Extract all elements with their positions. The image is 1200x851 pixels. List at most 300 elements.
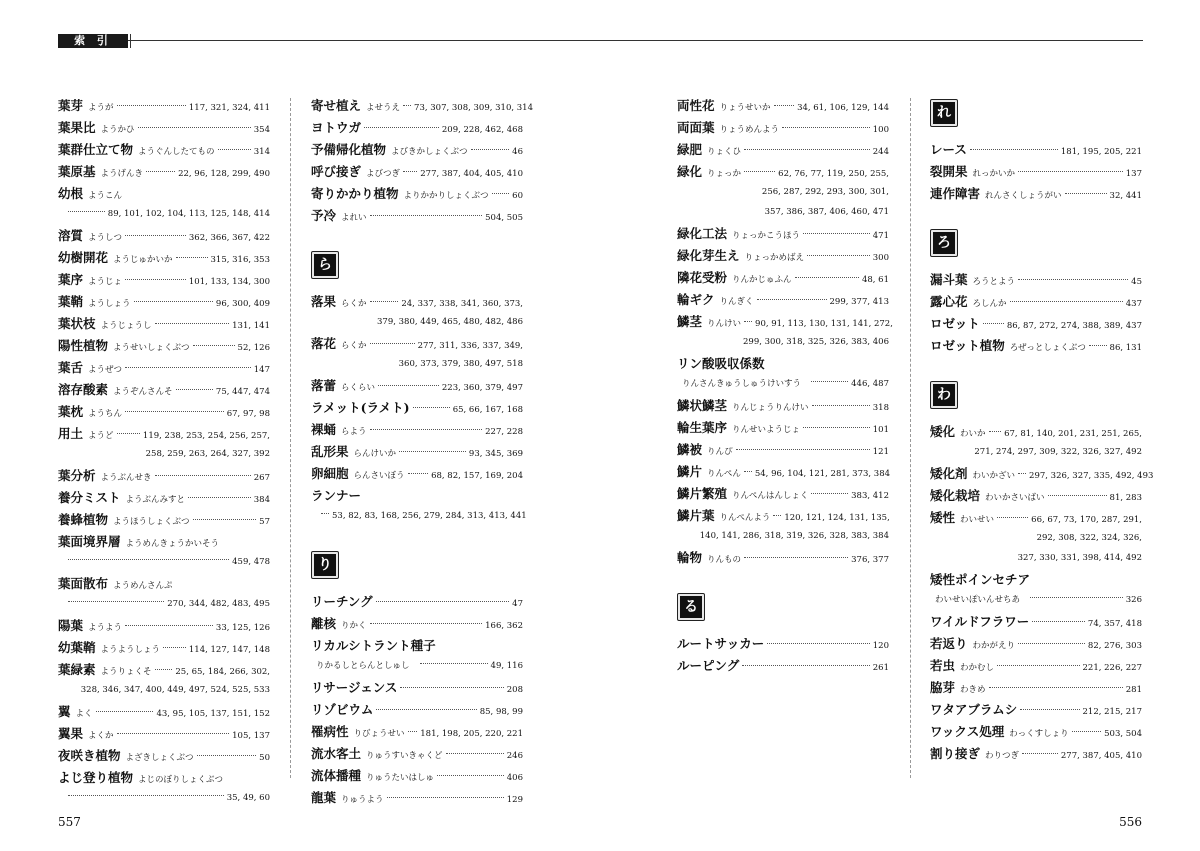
index-pages-continued: 379, 380, 449, 465, 480, 482, 486 <box>377 317 523 327</box>
index-pages: 147 <box>253 365 270 375</box>
dot-leader <box>997 517 1028 518</box>
index-term: 用土 <box>58 426 84 441</box>
index-term: 連作障害 <box>930 186 981 201</box>
index-pages-continued: 292, 308, 322, 324, 326, <box>1036 533 1142 543</box>
index-pages: 68, 82, 157, 169, 204 <box>431 471 523 481</box>
index-entry <box>58 767 270 809</box>
index-entry <box>58 745 270 767</box>
index-pages-line <box>930 591 1142 611</box>
index-entry-head <box>58 701 270 723</box>
index-entry <box>311 117 523 139</box>
index-term: 寄りかかり植物 <box>311 186 399 201</box>
index-reading: りんけい <box>707 319 742 329</box>
index-reading: ようじょ <box>88 277 123 287</box>
index-entry-head <box>930 269 1142 291</box>
index-term: ランナー <box>311 488 362 503</box>
index-reading: らんさいぼう <box>353 471 405 481</box>
index-entry <box>930 269 1142 291</box>
index-entry-head <box>58 291 270 313</box>
index-term: 矮化栽培 <box>930 488 981 503</box>
index-entry <box>311 613 523 635</box>
dot-leader <box>125 279 186 280</box>
index-term: 幼葉鞘 <box>58 640 96 655</box>
index-entry <box>677 395 889 417</box>
index-term: ヨトウガ <box>311 120 362 135</box>
index-entry-head <box>930 161 1142 183</box>
section-heading <box>930 381 958 409</box>
index-entry-head <box>311 333 523 355</box>
index-term: ワイルドフラワー <box>930 614 1030 629</box>
dot-leader <box>757 299 827 300</box>
index-entry-head <box>311 591 523 613</box>
index-pages: 22, 96, 128, 299, 490 <box>178 169 270 179</box>
index-entry-head <box>311 183 523 205</box>
index-pages: 376, 377 <box>851 555 889 565</box>
index-reading: よざきしょくぶつ <box>125 753 194 763</box>
index-term: 落花 <box>311 336 337 351</box>
index-term: 幼根 <box>58 186 84 201</box>
index-term: 矮性 <box>930 510 956 525</box>
index-entry <box>58 139 270 161</box>
index-entry-head <box>311 95 533 117</box>
index-entry-head <box>58 531 270 553</box>
dot-leader <box>1018 473 1026 474</box>
index-pages: 86, 87, 272, 274, 388, 389, 437 <box>1006 321 1142 331</box>
index-entry <box>311 95 533 117</box>
index-reading: ろぜっとしょくぶつ <box>1009 343 1086 353</box>
index-term: 矮化剤 <box>930 466 968 481</box>
column-divider <box>910 98 911 778</box>
index-entry-head <box>677 353 889 375</box>
index-pages: 49, 116 <box>490 661 523 671</box>
index-term: 葉果比 <box>58 120 96 135</box>
index-pages: 246 <box>506 751 523 761</box>
dot-leader <box>68 795 224 796</box>
index-term: 葉枕 <box>58 404 84 419</box>
index-pages: 326 <box>1125 595 1142 605</box>
index-pages: 33, 125, 126 <box>215 623 270 633</box>
index-reading: りんぺんよう <box>719 513 771 523</box>
index-term: リーチング <box>311 594 373 609</box>
index-term: 罹病性 <box>311 724 349 739</box>
index-reading: ようせいしょくぶつ <box>113 343 190 353</box>
index-entry-head <box>677 461 889 483</box>
index-pages: 504, 505 <box>485 213 523 223</box>
index-reading: りんさんきゅうしゅうけいすう <box>682 379 802 389</box>
dot-leader <box>400 687 503 688</box>
index-entry <box>677 311 893 353</box>
index-entry-head <box>58 465 270 487</box>
index-entry-head <box>677 547 889 569</box>
index-pages: 261 <box>872 663 889 673</box>
index-entry-head <box>930 743 1142 765</box>
index-entry <box>311 677 523 699</box>
index-pages: 120, 121, 124, 131, 135, <box>784 513 890 523</box>
dot-leader <box>155 669 173 670</box>
dot-leader <box>117 733 230 734</box>
index-pages: 212, 215, 217 <box>1082 707 1142 717</box>
index-pages-continued: 299, 300, 318, 325, 326, 383, 406 <box>743 337 889 347</box>
index-reading: りょっかめばえ <box>744 253 805 263</box>
index-entry-head <box>311 161 523 183</box>
index-column-3 <box>677 95 893 677</box>
section-heading-kana: ら <box>314 254 336 276</box>
dot-leader <box>403 105 411 106</box>
index-entry-head <box>930 291 1142 313</box>
index-term: 乱形果 <box>311 444 349 459</box>
index-reading: わかむし <box>960 663 995 673</box>
index-entry <box>58 95 270 117</box>
dot-leader <box>193 345 235 346</box>
index-pages: 45 <box>1131 277 1142 287</box>
index-entry-head <box>58 573 270 595</box>
index-entry <box>58 183 270 225</box>
index-entry-head <box>58 139 270 161</box>
dot-leader <box>125 367 251 368</box>
index-entry <box>311 139 523 161</box>
index-entry-head <box>677 633 889 655</box>
index-entry <box>930 569 1142 611</box>
index-reading: ようぜつ <box>88 365 123 375</box>
index-pages-continued: 360, 373, 379, 380, 497, 518 <box>398 359 523 369</box>
dot-leader <box>193 519 257 520</box>
index-pages: 74, 357, 418 <box>1087 619 1142 629</box>
index-entry-head <box>311 375 523 397</box>
index-pages: 101 <box>872 425 889 435</box>
index-entry-head <box>58 487 270 509</box>
dot-leader <box>1032 621 1085 622</box>
index-entry-head <box>58 225 270 247</box>
index-entry-head <box>930 485 1142 507</box>
index-pages: 47 <box>512 599 523 609</box>
dot-leader <box>970 149 1058 150</box>
index-entry <box>311 397 523 419</box>
index-pages-continued: 327, 330, 331, 398, 414, 492 <box>1017 553 1142 563</box>
index-entry-head <box>58 183 270 205</box>
index-reading: らくか <box>341 299 367 309</box>
index-entry <box>677 117 889 139</box>
index-reading: わいせいぽいんせちあ <box>935 595 1021 605</box>
dot-leader <box>1018 643 1085 644</box>
section-gap <box>311 227 523 247</box>
index-entry <box>311 591 523 613</box>
index-reading: ようじょうし <box>100 321 152 331</box>
dot-leader <box>68 211 105 212</box>
dot-leader <box>437 775 504 776</box>
index-term: 両性花 <box>677 98 715 113</box>
index-entry <box>311 375 523 397</box>
dot-leader <box>1018 279 1128 280</box>
index-pages-line <box>58 789 270 809</box>
index-entry-head <box>311 765 523 787</box>
index-reading: よせうえ <box>366 103 401 113</box>
index-pages-continued: 140, 141, 286, 318, 319, 326, 328, 383, 384 <box>699 531 889 541</box>
index-pages-line <box>58 553 270 573</box>
header-rule <box>128 40 1143 41</box>
index-term: 葉鞘 <box>58 294 84 309</box>
dot-leader <box>774 105 795 106</box>
index-term: リサージェンス <box>311 680 398 695</box>
index-entry <box>930 655 1142 677</box>
index-term: 葉状枝 <box>58 316 96 331</box>
dot-leader <box>742 665 870 666</box>
index-pages: 89, 101, 102, 104, 113, 125, 148, 414 <box>107 209 270 219</box>
index-entry-head <box>930 183 1142 205</box>
index-entry-head <box>58 269 270 291</box>
index-pages: 137 <box>1125 169 1142 179</box>
index-pages: 459, 478 <box>232 557 270 567</box>
dot-leader <box>117 105 186 106</box>
index-term: 裂開果 <box>930 164 968 179</box>
index-term: 予冷 <box>311 208 337 223</box>
index-pages: 221, 226, 227 <box>1082 663 1142 673</box>
index-entry <box>311 183 523 205</box>
index-pages-continued: 271, 274, 297, 309, 322, 326, 327, 492 <box>974 447 1142 457</box>
index-reading: ろしんか <box>972 299 1007 309</box>
dot-leader <box>420 663 488 664</box>
dot-leader <box>321 513 329 514</box>
index-term: 流水客土 <box>311 746 362 761</box>
section-heading-kana: り <box>314 554 336 576</box>
index-entry-head <box>677 439 889 461</box>
section-gap <box>677 569 889 589</box>
index-entry <box>311 441 523 463</box>
index-reading: よびつぎ <box>366 169 401 179</box>
index-reading: りんかじゅふん <box>732 275 792 285</box>
index-pages: 121 <box>872 447 889 457</box>
index-entry <box>58 247 270 269</box>
index-entry-head <box>930 655 1142 677</box>
index-entry-head <box>677 655 889 677</box>
index-pages-continued: 258, 259, 263, 264, 327, 392 <box>145 449 270 459</box>
index-reading: りゅうよう <box>341 795 384 805</box>
index-reading: ようようしょう <box>100 645 161 655</box>
dot-leader <box>1065 193 1107 194</box>
column-divider <box>290 98 291 778</box>
dot-leader <box>795 277 859 278</box>
index-reading: よくか <box>88 731 114 741</box>
dot-leader <box>1018 171 1123 172</box>
index-entry-head <box>677 417 889 439</box>
dot-leader <box>744 149 870 150</box>
section-heading <box>930 229 958 257</box>
index-entry-head <box>311 463 523 485</box>
dot-leader <box>446 753 504 754</box>
index-entry-head <box>311 613 523 635</box>
dot-leader <box>983 323 1004 324</box>
index-term: 養蜂植物 <box>58 512 109 527</box>
index-entry <box>677 461 889 483</box>
index-pages: 48, 61 <box>861 275 889 285</box>
index-pages: 208 <box>506 685 523 695</box>
index-pages: 354 <box>253 125 270 135</box>
index-entry <box>677 223 889 245</box>
index-pages: 119, 238, 253, 254, 256, 257, <box>142 431 270 441</box>
index-reading: りょうめんよう <box>719 125 780 135</box>
index-reading: りゅうすいきゃくど <box>366 751 443 761</box>
index-entry <box>930 139 1142 161</box>
index-reading: ようかひ <box>100 125 135 135</box>
index-pages: 281 <box>1125 685 1142 695</box>
index-entry <box>58 379 270 401</box>
index-entry-head <box>58 637 270 659</box>
index-term: 夜咲き植物 <box>58 748 121 763</box>
index-column-1 <box>58 95 270 809</box>
index-reading: りびょうせい <box>353 729 405 739</box>
index-entry <box>930 421 1142 463</box>
index-term: 卵細胞 <box>311 466 349 481</box>
index-entry <box>677 95 889 117</box>
index-entry-head <box>58 401 270 423</box>
index-term: 矮化 <box>930 424 956 439</box>
index-entry <box>930 633 1142 655</box>
index-entry-head <box>930 569 1142 591</box>
index-pages: 57 <box>259 517 270 527</box>
index-term: ワタアブラムシ <box>930 702 1018 717</box>
index-reading: よびきかしょくぶつ <box>391 147 468 157</box>
index-entry-head <box>311 787 523 809</box>
dot-leader <box>997 665 1079 666</box>
index-entry-head <box>58 745 270 767</box>
dot-leader <box>471 149 510 150</box>
index-pages: 114, 127, 147, 148 <box>188 645 270 655</box>
dot-leader <box>408 731 418 732</box>
index-entry <box>311 743 523 765</box>
dot-leader <box>803 427 870 428</box>
index-pages-continued: 328, 346, 347, 400, 449, 497, 524, 525, 533 <box>80 685 270 695</box>
index-pages: 300 <box>872 253 889 263</box>
index-pages: 406 <box>506 773 523 783</box>
index-pages: 315, 316, 353 <box>210 255 270 265</box>
index-reading: りんもの <box>707 555 742 565</box>
index-reading: わいか <box>960 429 986 439</box>
index-reading: わかがえり <box>972 641 1016 651</box>
index-pages: 52, 126 <box>237 343 270 353</box>
index-entry <box>58 723 270 745</box>
page-number-right: 556 <box>1119 815 1142 829</box>
dot-leader <box>146 171 175 172</box>
dot-leader <box>197 755 257 756</box>
index-entry <box>311 291 523 333</box>
dot-leader <box>134 301 213 302</box>
index-reading: れんさくしょうがい <box>985 191 1062 201</box>
index-term: 若返り <box>930 636 968 651</box>
dot-leader <box>807 255 870 256</box>
index-entry-head <box>930 699 1142 721</box>
dot-leader <box>117 433 140 434</box>
index-entry <box>311 787 523 809</box>
index-entry <box>930 699 1142 721</box>
index-pages-line <box>58 595 270 615</box>
index-entry-head <box>311 721 523 743</box>
dot-leader <box>1010 301 1123 302</box>
index-term: ルーピング <box>677 658 740 673</box>
index-entry-head <box>930 421 1142 443</box>
dot-leader <box>1072 731 1101 732</box>
index-reading: ようじゅかいか <box>113 255 173 265</box>
index-pages: 362, 366, 367, 422 <box>188 233 270 243</box>
dot-leader <box>782 127 870 128</box>
dot-leader <box>736 449 870 450</box>
dot-leader <box>376 709 476 710</box>
index-term: 葉群仕立て物 <box>58 142 134 157</box>
index-entry-head <box>311 397 523 419</box>
index-header-label: 索 引 <box>58 34 128 48</box>
index-reading: わいせい <box>960 515 995 525</box>
dot-leader <box>744 557 848 558</box>
index-column-4 <box>930 95 1154 765</box>
dot-leader <box>378 385 439 386</box>
index-entry-head <box>58 423 270 445</box>
index-pages: 73, 307, 308, 309, 310, 314 <box>414 103 533 113</box>
index-pages: 82, 276, 303 <box>1087 641 1142 651</box>
index-reading: りんじょうりんけい <box>732 403 809 413</box>
index-term: 葉分析 <box>58 468 96 483</box>
index-reading: ようど <box>88 431 114 441</box>
index-pages: 129 <box>506 795 523 805</box>
index-pages: 471 <box>872 231 889 241</box>
index-pages: 93, 345, 369 <box>468 449 523 459</box>
index-pages: 50 <box>259 753 270 763</box>
index-term: 露心花 <box>930 294 968 309</box>
dot-leader <box>68 559 229 560</box>
index-reading: りょうせいか <box>719 103 771 113</box>
index-pages: 446, 487 <box>851 379 889 389</box>
dot-leader <box>811 381 848 382</box>
index-term: 漏斗葉 <box>930 272 968 287</box>
index-entry <box>58 161 270 183</box>
index-pages: 75, 447, 474 <box>215 387 270 397</box>
index-pages: 34, 61, 106, 129, 144 <box>797 103 889 113</box>
section-heading-kana: れ <box>933 102 955 124</box>
index-term: 幼樹開花 <box>58 250 109 265</box>
index-entry <box>311 463 523 485</box>
index-entry <box>677 633 889 655</box>
index-pages: 384 <box>253 495 270 505</box>
index-reading: りんぺん <box>707 469 741 479</box>
index-reading: ようぐんしたてもの <box>138 147 215 157</box>
index-pages: 46 <box>512 147 523 157</box>
index-column-2 <box>311 95 533 809</box>
index-term: 陽葉 <box>58 618 84 633</box>
index-term: 養分ミスト <box>58 490 121 505</box>
index-entry <box>930 721 1142 743</box>
index-term: ルートサッカー <box>677 636 765 651</box>
index-reading: ようほうしょくぶつ <box>113 517 190 527</box>
index-entry <box>930 183 1142 205</box>
section-heading <box>930 99 958 127</box>
index-term: 呼び接ぎ <box>311 164 362 179</box>
dot-leader <box>96 711 154 712</box>
index-entry <box>311 635 523 677</box>
index-reading: よく <box>75 709 93 719</box>
index-pages: 318 <box>872 403 889 413</box>
index-term: 鱗片繁殖 <box>677 486 728 501</box>
index-pages-continued: 357, 386, 387, 406, 460, 471 <box>764 207 889 217</box>
section-gap <box>930 357 1142 377</box>
index-term: 葉序 <box>58 272 84 287</box>
index-pages: 32, 441 <box>1109 191 1142 201</box>
index-entry <box>930 677 1142 699</box>
index-term: リゾビウム <box>311 702 374 717</box>
index-pages: 86, 131 <box>1109 343 1142 353</box>
index-entry-head <box>677 311 893 333</box>
index-entry <box>58 291 270 313</box>
dot-leader <box>188 497 251 498</box>
index-entry-head <box>58 379 270 401</box>
index-entry-head <box>677 139 889 161</box>
index-pages: 270, 344, 482, 483, 495 <box>167 599 270 609</box>
